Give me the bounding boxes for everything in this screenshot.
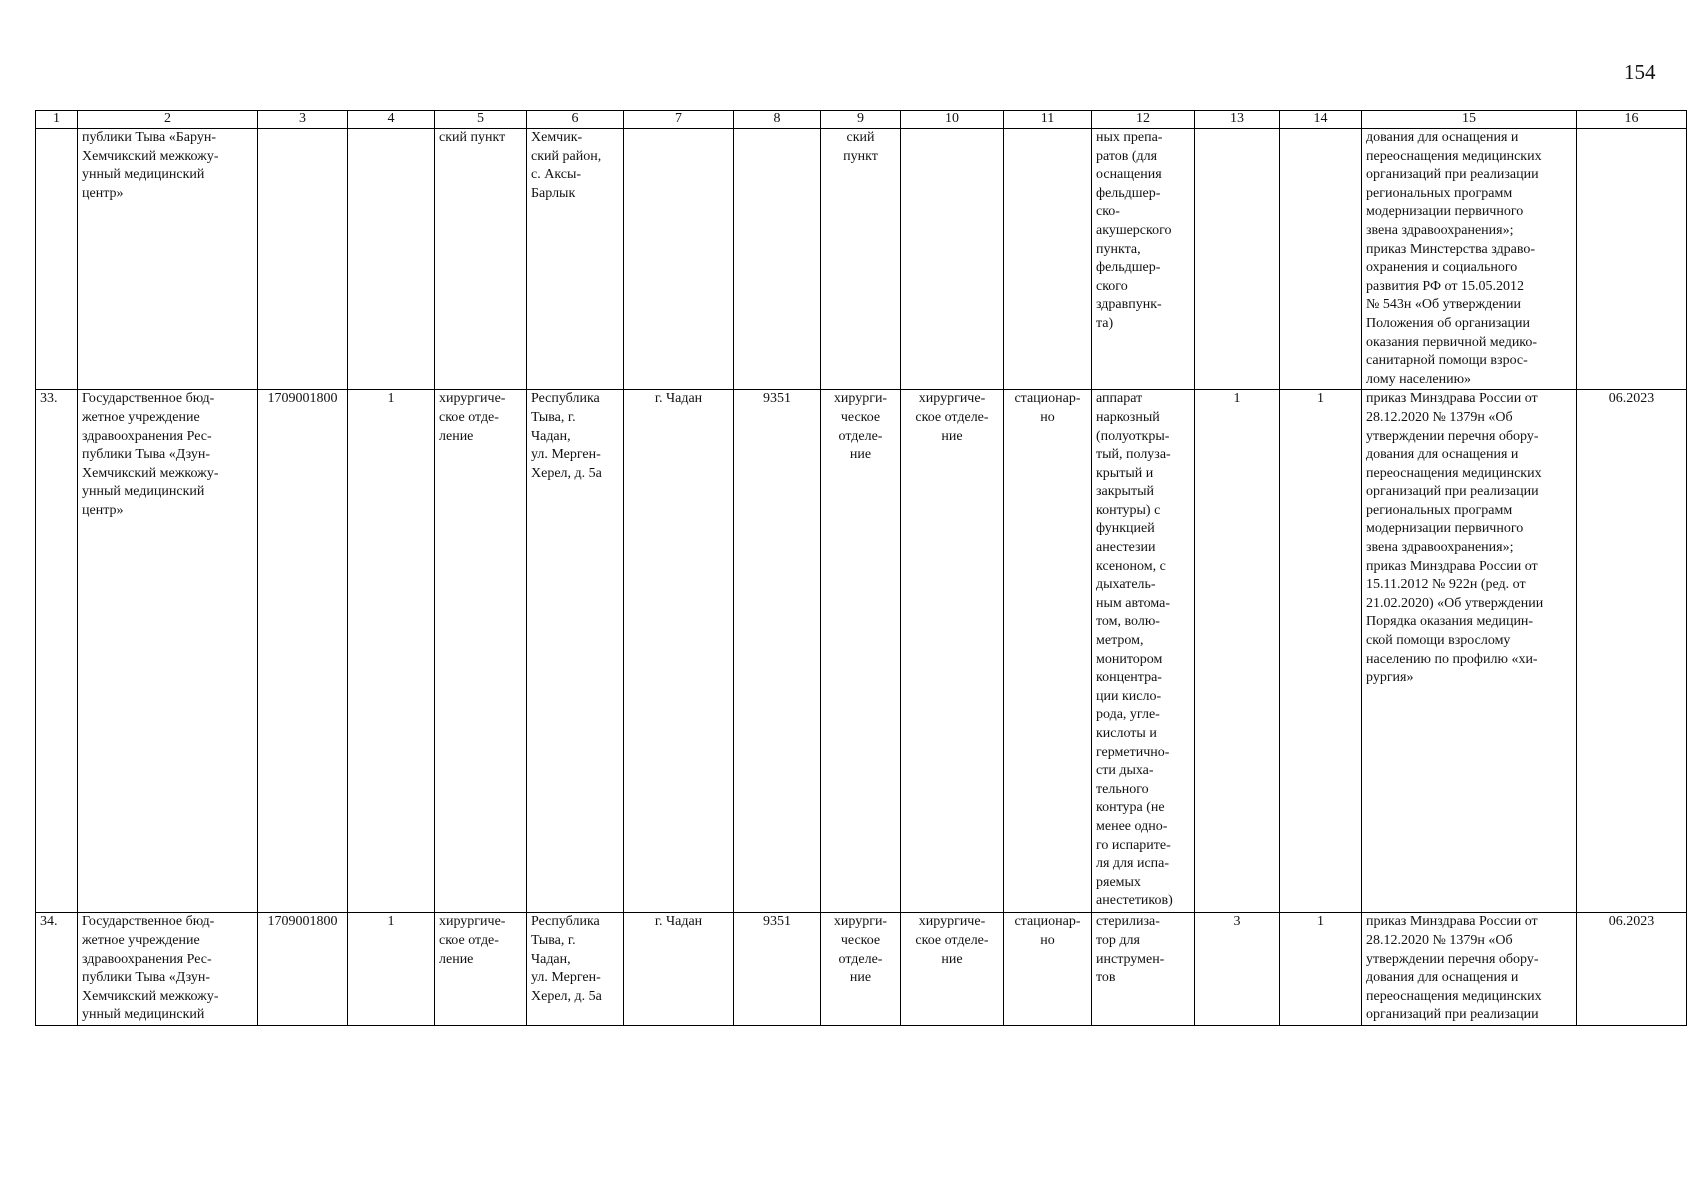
cell-text-line: стационар-: [1014, 914, 1081, 930]
cell-organization-name: [78, 390, 258, 913]
cell-text-line: ско-: [1096, 204, 1120, 220]
cell-text-line: г. Чадан: [654, 914, 703, 930]
cell-text-line: Чадан,: [531, 428, 571, 444]
cell-text-line: ул. Мерген-: [531, 447, 601, 463]
cell-planned-count: [1280, 913, 1362, 1026]
cell-text-line: Хемчик-: [531, 130, 583, 145]
cell-text-line: дования для оснащения и: [1366, 447, 1519, 463]
page-number: 154: [1624, 60, 1656, 84]
column-number-5: 5: [435, 111, 527, 129]
cell-text-line: ление: [439, 951, 474, 967]
cell-regulatory-basis: [1362, 913, 1577, 1026]
cell-number: [734, 913, 821, 1026]
table-row: [36, 390, 1687, 913]
cell-text-line: ческое: [840, 932, 881, 948]
cell-text-line: хирургиче-: [918, 391, 986, 407]
cell-care-condition: [1004, 390, 1092, 913]
cell-text-line: концентра-: [1096, 670, 1162, 686]
cell-locality: [624, 913, 734, 1026]
cell-text-line: унный медицинский: [82, 167, 205, 183]
cell-text-line: приказ Минздрава России от: [1366, 914, 1538, 930]
cell-code: [258, 129, 348, 390]
cell-code: [258, 390, 348, 913]
cell-text-line: Порядка оказания медицин-: [1366, 614, 1534, 630]
cell-text-line: здравпунк-: [1096, 297, 1162, 313]
cell-text-line: оснащения: [1096, 167, 1162, 183]
cell-text-line: региональных программ: [1366, 502, 1513, 518]
cell-text-line: пункта,: [1096, 241, 1141, 257]
cell-text-line: 1709001800: [267, 914, 338, 930]
cell-text-line: приказ Минздрава России от: [1366, 558, 1538, 574]
cell-text-line: 06.2023: [1608, 391, 1655, 407]
column-number-15: 15: [1362, 111, 1577, 129]
cell-text-line: организаций при реализации: [1366, 1007, 1539, 1023]
cell-text-line: рода, угле-: [1096, 707, 1160, 723]
equipment-table: [35, 110, 1687, 1026]
cell-text-line: ксеноном, с: [1096, 558, 1166, 574]
cell-text-line: 28.12.2020 № 1379н «Об: [1366, 409, 1513, 425]
cell-text-line: фельдшер-: [1096, 185, 1161, 201]
cell-regulatory-basis: [1362, 390, 1577, 913]
cell-locality: [624, 129, 734, 390]
column-number-14: 14: [1280, 111, 1362, 129]
cell-text-line: г. Чадан: [654, 391, 703, 407]
cell-text-line: инструмен-: [1096, 951, 1165, 967]
cell-text-line: модернизации первичного: [1366, 521, 1524, 537]
cell-equipment-name: [1092, 390, 1195, 913]
cell-text-line: ние: [849, 447, 872, 463]
cell-row-number: [36, 129, 78, 390]
cell-care-condition: [1004, 129, 1092, 390]
cell-text-line: отделе-: [838, 428, 883, 444]
cell-text-line: дования для оснащения и: [1366, 130, 1519, 145]
column-number-12: 12: [1092, 111, 1195, 129]
cell-unit-profile: [901, 913, 1004, 1026]
cell-text-line: ческое: [840, 409, 881, 425]
cell-text-line: 21.02.2020) «Об утверждении: [1366, 595, 1544, 611]
cell-code: [258, 913, 348, 1026]
cell-text-line: 1: [387, 914, 395, 930]
cell-text-line: оказания первичной медико-: [1366, 334, 1538, 350]
cell-text-line: хирургиче-: [439, 391, 506, 407]
cell-text-line: ратов (для: [1096, 148, 1158, 164]
cell-text-line: лому населению»: [1366, 371, 1472, 387]
cell-organization-name: [78, 129, 258, 390]
cell-quantity: [348, 129, 435, 390]
cell-row-number: [36, 390, 78, 913]
cell-text-line: 9351: [763, 914, 791, 930]
cell-text-line: звена здравоохранения»;: [1366, 222, 1514, 238]
cell-text-line: Барлык: [531, 185, 576, 201]
column-number-4: 4: [348, 111, 435, 129]
cell-text-line: стерилиза-: [1096, 914, 1160, 930]
cell-text-line: 33.: [40, 391, 58, 407]
cell-quantity: [348, 913, 435, 1026]
cell-text-line: унный медицинский: [82, 1007, 205, 1023]
cell-text-line: герметично-: [1096, 744, 1170, 760]
column-number-row: [36, 111, 1687, 129]
table-body: [36, 111, 1687, 1026]
cell-text-line: организаций при реализации: [1366, 484, 1539, 500]
cell-text-line: переоснащения медицинских: [1366, 988, 1542, 1004]
cell-date: [1577, 913, 1687, 1026]
cell-text-line: Хемчикский межкожу-: [82, 988, 219, 1004]
cell-number: [734, 129, 821, 390]
cell-text-line: ское отделе-: [915, 409, 989, 425]
cell-department: [435, 390, 527, 913]
cell-text-line: дыхатель-: [1096, 577, 1156, 593]
cell-address: [527, 913, 624, 1026]
column-number-2: 2: [78, 111, 258, 129]
cell-text-line: ным автома-: [1096, 595, 1171, 611]
cell-text-line: ние: [941, 428, 963, 444]
cell-text-line: 06.2023: [1608, 914, 1655, 930]
cell-text-line: ское отде-: [439, 932, 499, 948]
cell-text-line: жетное учреждение: [82, 932, 200, 948]
cell-text-line: функцией: [1096, 521, 1155, 537]
cell-text-line: с. Аксы-: [531, 167, 582, 183]
column-number-13: 13: [1195, 111, 1280, 129]
cell-text-line: утверждении перечня обору-: [1366, 951, 1539, 967]
cell-text-line: сти дыха-: [1096, 763, 1154, 779]
cell-unit-profile: [901, 129, 1004, 390]
cell-required-count: [1195, 913, 1280, 1026]
cell-text-line: 1: [387, 391, 395, 407]
cell-text-line: хирургиче-: [439, 914, 506, 930]
cell-text-line: контуры) с: [1096, 502, 1161, 518]
cell-text-line: хирургиче-: [918, 914, 986, 930]
cell-unit: [821, 129, 901, 390]
cell-text-line: хирурги-: [833, 914, 888, 930]
cell-text-line: региональных программ: [1366, 185, 1513, 201]
cell-text-line: утверждении перечня обору-: [1366, 428, 1539, 444]
column-number-8: 8: [734, 111, 821, 129]
cell-required-count: [1195, 390, 1280, 913]
cell-text-line: ряемых: [1096, 874, 1141, 890]
cell-text-line: Хемчикский межкожу-: [82, 465, 219, 481]
cell-text-line: ский район,: [531, 148, 602, 164]
cell-text-line: ской помощи взрослому: [1366, 633, 1511, 649]
cell-text-line: контура (не: [1096, 800, 1165, 816]
cell-text-line: приказ Минстерства здраво-: [1366, 241, 1536, 257]
cell-text-line: рургия»: [1366, 670, 1414, 686]
cell-text-line: анестезии: [1096, 540, 1156, 556]
cell-text-line: ние: [849, 970, 872, 986]
cell-text-line: го испарите-: [1096, 837, 1171, 853]
column-number-11: 11: [1004, 111, 1092, 129]
cell-text-line: ние: [941, 951, 963, 967]
cell-text-line: санитарной помощи взрос-: [1366, 353, 1528, 369]
cell-unit: [821, 913, 901, 1026]
cell-text-line: тельного: [1096, 781, 1149, 797]
cell-text-line: Республика: [531, 391, 600, 407]
cell-date: [1577, 390, 1687, 913]
cell-text-line: тор для: [1096, 932, 1140, 948]
cell-locality: [624, 390, 734, 913]
cell-text-line: монитором: [1096, 651, 1163, 667]
cell-text-line: ление: [439, 428, 474, 444]
cell-text-line: здравоохранения Рес-: [82, 428, 212, 444]
cell-text-line: 9351: [763, 391, 791, 407]
cell-text-line: организаций при реализации: [1366, 167, 1539, 183]
cell-text-line: тов: [1096, 970, 1116, 986]
cell-quantity: [348, 390, 435, 913]
cell-text-line: центр»: [82, 502, 124, 518]
cell-text-line: публики Тыва «Барун-: [82, 130, 216, 145]
cell-text-line: модернизации первичного: [1366, 204, 1524, 220]
column-number-3: 3: [258, 111, 348, 129]
cell-row-number: [36, 913, 78, 1026]
cell-text-line: ский пункт: [439, 130, 506, 145]
cell-date: [1577, 129, 1687, 390]
cell-text-line: 1709001800: [267, 391, 338, 407]
cell-regulatory-basis: [1362, 129, 1577, 390]
cell-text-line: здравоохранения Рес-: [82, 951, 212, 967]
cell-text-line: тый, полуза-: [1096, 447, 1171, 463]
cell-text-line: акушерского: [1096, 222, 1172, 238]
cell-text-line: та): [1096, 315, 1114, 331]
cell-text-line: Чадан,: [531, 951, 571, 967]
cell-text-line: том, волю-: [1096, 614, 1160, 630]
cell-text-line: фельдшер-: [1096, 260, 1161, 276]
cell-text-line: переоснащения медицинских: [1366, 465, 1542, 481]
cell-text-line: Республика: [531, 914, 600, 930]
cell-planned-count: [1280, 390, 1362, 913]
cell-text-line: менее одно-: [1096, 818, 1168, 834]
cell-address: [527, 129, 624, 390]
cell-text-line: 28.12.2020 № 1379н «Об: [1366, 932, 1513, 948]
cell-text-line: метром,: [1096, 633, 1144, 649]
cell-text-line: населению по профилю «хи-: [1366, 651, 1538, 667]
cell-text-line: кислоты и: [1096, 726, 1157, 741]
cell-equipment-name: [1092, 913, 1195, 1026]
cell-text-line: переоснащения медицинских: [1366, 148, 1542, 164]
cell-text-line: Хемчикский межкожу-: [82, 148, 219, 164]
column-number-10: 10: [901, 111, 1004, 129]
cell-text-line: (полуоткры-: [1096, 428, 1170, 444]
cell-text-line: ское отде-: [439, 409, 499, 425]
cell-text-line: Херел, д. 5а: [531, 988, 602, 1004]
column-number-1: 1: [36, 111, 78, 129]
column-number-7: 7: [624, 111, 734, 129]
cell-unit-profile: [901, 390, 1004, 913]
column-number-9: 9: [821, 111, 901, 129]
cell-department: [435, 913, 527, 1026]
cell-text-line: 34.: [40, 914, 58, 930]
cell-text-line: ции кисло-: [1096, 688, 1162, 704]
cell-text-line: но: [1040, 932, 1055, 948]
cell-text-line: № 543н «Об утверждении: [1366, 297, 1521, 313]
cell-text-line: отделе-: [838, 951, 883, 967]
cell-text-line: 15.11.2012 № 922н (ред. от: [1366, 577, 1526, 593]
cell-organization-name: [78, 913, 258, 1026]
cell-text-line: охранения и социального: [1366, 260, 1518, 276]
cell-text-line: Тыва, г.: [531, 932, 576, 948]
cell-text-line: 1: [1233, 391, 1241, 407]
cell-equipment-name: [1092, 129, 1195, 390]
cell-text-line: Государственное бюд-: [82, 391, 215, 407]
cell-text-line: ул. Мерген-: [531, 970, 601, 986]
column-number-16: 16: [1577, 111, 1687, 129]
cell-text-line: Государственное бюд-: [82, 914, 215, 930]
cell-text-line: 3: [1233, 914, 1241, 930]
cell-text-line: стационар-: [1014, 391, 1081, 407]
cell-text-line: но: [1040, 409, 1055, 425]
cell-text-line: унный медицинский: [82, 484, 205, 500]
cell-planned-count: [1280, 129, 1362, 390]
cell-text-line: 1: [1317, 391, 1324, 407]
cell-unit: [821, 390, 901, 913]
cell-text-line: Тыва, г.: [531, 409, 576, 425]
cell-text-line: публики Тыва «Дзун-: [82, 970, 211, 986]
cell-text-line: приказ Минздрава России от: [1366, 391, 1538, 407]
cell-text-line: ных препа-: [1096, 130, 1163, 145]
cell-text-line: крытый и: [1096, 465, 1154, 481]
cell-address: [527, 390, 624, 913]
cell-text-line: 1: [1317, 914, 1324, 930]
cell-text-line: хирурги-: [833, 391, 888, 407]
table-row: [36, 129, 1687, 390]
cell-text-line: развития РФ от 15.05.2012: [1366, 278, 1524, 294]
cell-text-line: пункт: [843, 148, 878, 164]
cell-text-line: жетное учреждение: [82, 409, 200, 425]
cell-text-line: наркозный: [1096, 409, 1160, 425]
cell-text-line: ля для испа-: [1096, 856, 1170, 872]
cell-text-line: ский: [846, 130, 875, 145]
cell-text-line: ское отделе-: [915, 932, 989, 948]
column-number-6: 6: [527, 111, 624, 129]
cell-text-line: публики Тыва «Дзун-: [82, 447, 211, 463]
cell-text-line: центр»: [82, 185, 124, 201]
cell-text-line: звена здравоохранения»;: [1366, 540, 1514, 556]
cell-text-line: Положения об организации: [1366, 315, 1530, 331]
cell-text-line: анестетиков): [1096, 893, 1173, 909]
cell-care-condition: [1004, 913, 1092, 1026]
cell-number: [734, 390, 821, 913]
cell-department: [435, 129, 527, 390]
cell-text-line: закрытый: [1096, 484, 1154, 500]
cell-text-line: аппарат: [1096, 391, 1143, 407]
cell-required-count: [1195, 129, 1280, 390]
cell-text-line: дования для оснащения и: [1366, 970, 1519, 986]
cell-text-line: ского: [1096, 278, 1128, 294]
cell-text-line: Херел, д. 5а: [531, 465, 602, 481]
table-row: [36, 913, 1687, 1026]
